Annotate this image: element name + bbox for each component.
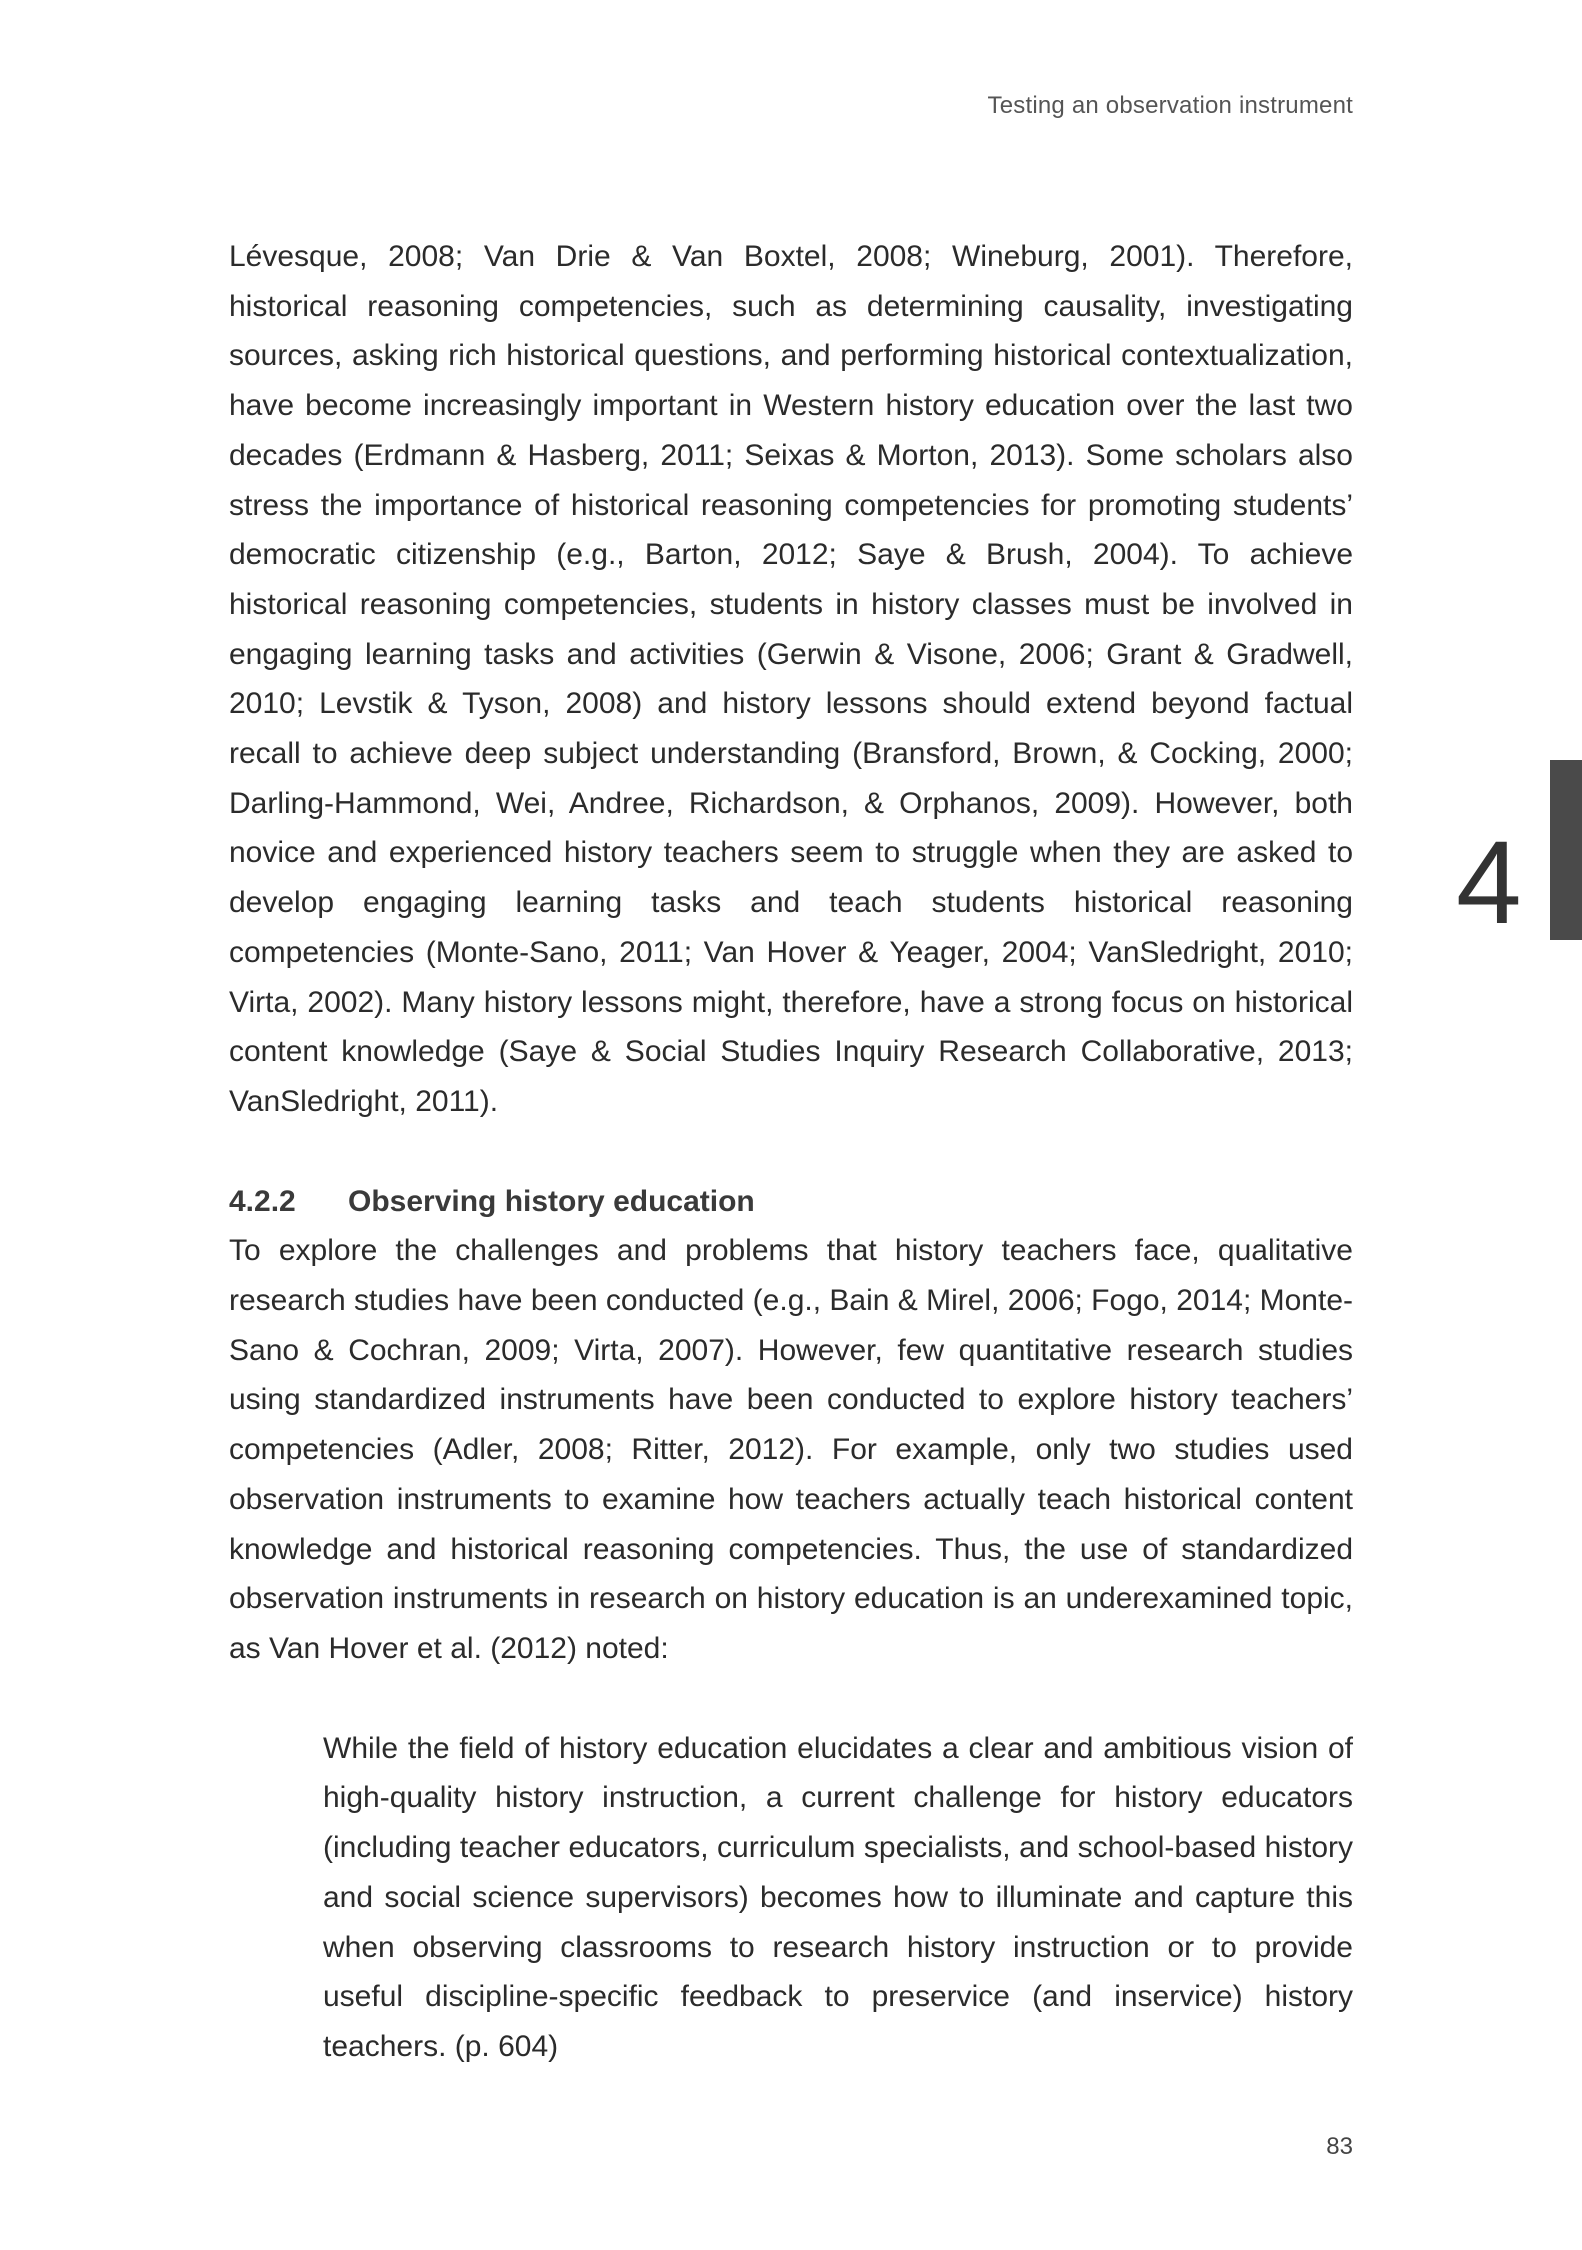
block-quote: While the field of history education elucidates a clear and ambitious vision of high-quality history instruction, a current challenge for history educators (including teacher educators, curriculum specialists, and school-based history and social science supervisors) becomes how to illuminate and capture this when observing classrooms to research history instruction or to provide useful discipline-specific feedback to preservice (and inservice) history teachers. (p. 604) [323,1731,1353,2063]
chapter-number: 4 [1456,817,1522,949]
chapter-tab [1550,760,1582,940]
running-header: Testing an observation instrument [987,92,1353,119]
body-paragraph-1: Lévesque, 2008; Van Drie & Van Boxtel, 2008; Wineburg, 2001). Therefore, historical reasoning competencies, such as determining causality, investigating sources, asking rich historical questions, and performing historical contextualization, have become increasingly important in Western history education over the last two decades (Erdmann & Hasberg, 2011; Seixas & Morton, 2013). Some scholars also stress the importance of historical reasoning competencies for promoting students’ democratic citizenship (e.g., Barton, 2012; Saye & Brush, 2004). To achieve historical reasoning competencies, students in history classes must be involved in engaging learning tasks and activities (Gerwin & Visone, 2006; Grant & Gradwell, 2010; Levstik & Tyson, 2008) and history lessons should extend beyond factual recall to achieve deep subject understanding (Bransford, Brown, & Cocking, 2000; Darling-Hammond, Wei, Andree, Richardson, & Orphanos, 2009). However, both novice and experienced history teachers seem to struggle when they are asked to develop engaging learning tasks and teach students historical reasoning competencies (Monte-Sano, 2011; Van Hover & Yeager, 2004; VanSledright, 2010; Virta, 2002). Many history lessons might, therefore, have a strong focus on historical content knowledge (Saye & Social Studies Inquiry Research Collaborative, 2013; VanSledright, 2011). [229,240,1353,1118]
section-title: Observing history education [348,1184,755,1218]
page-number: 83 [1326,2133,1353,2160]
body-paragraph-2: To explore the challenges and problems that history teachers face, qualitative research studies have been conducted (e.g., Bain & Mirel, 2006; Fogo, 2014; Monte-Sano & Cochran, 2009; Virta, 2007). However, few quantitative research studies using standardized instruments have been conducted to explore history teachers’ competencies (Adler, 2008; Ritter, 2012). For example, only two studies used observation instruments to examine how teachers actually teach historical content knowledge and historical reasoning competencies. Thus, the use of standardized observation instruments in research on history education is an underexamined topic, as Van Hover et al. (2012) noted: [229,1234,1354,1665]
section-number: 4.2.2 [229,1184,296,1218]
section-heading [229,1177,1353,1227]
body-text [229,232,1353,2072]
